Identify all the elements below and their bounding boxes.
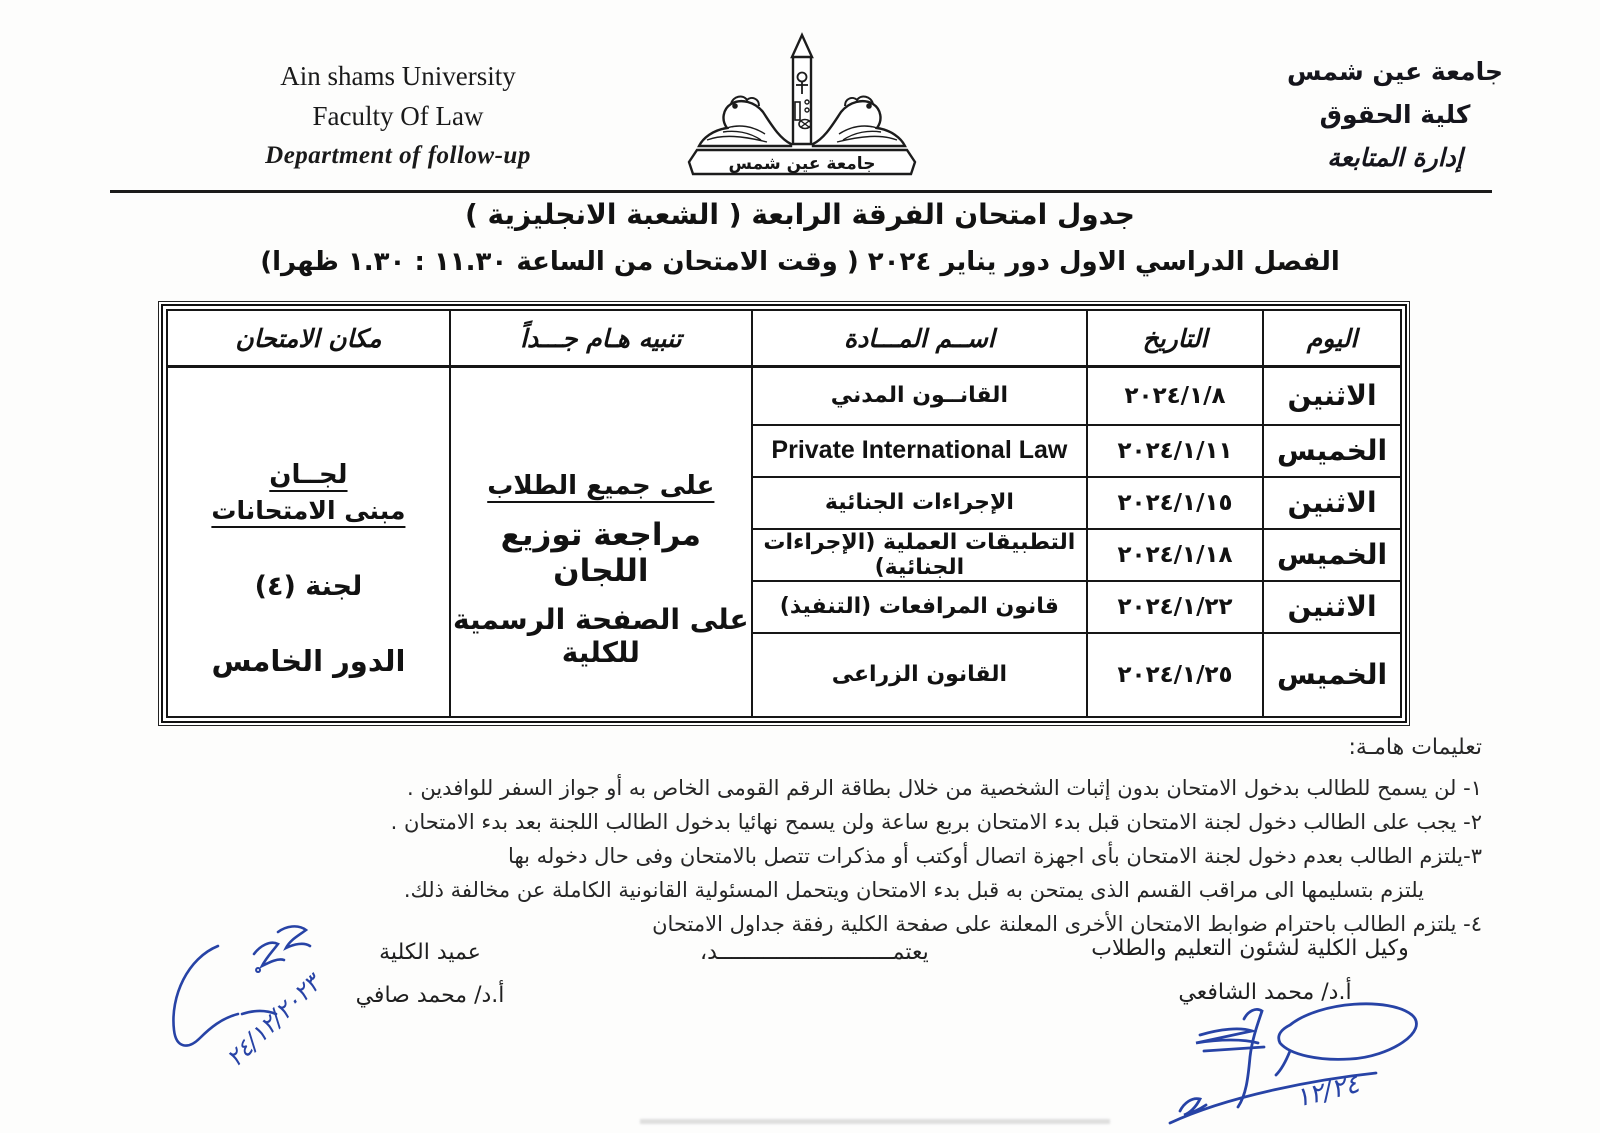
department-name-en: Department of follow-up — [265, 142, 531, 169]
vice-dean-handwritten-date: ١٢/٢٤ — [1292, 1069, 1363, 1114]
day-cell: الخميس — [1263, 529, 1401, 581]
header-divider — [110, 190, 1492, 193]
header-arabic-block — [1270, 50, 1520, 179]
notice-line-2: مراجعة توزيع اللجان — [500, 516, 701, 589]
dean-title: عميد الكلية — [379, 940, 481, 965]
header-english-block — [248, 56, 548, 176]
day-cell: الاثنين — [1263, 367, 1401, 425]
date-cell: ٢٠٢٤/١/٨ — [1087, 367, 1263, 425]
day-cell: الاثنين — [1263, 477, 1401, 529]
col-header-location: مكان الامتحان — [167, 310, 450, 367]
notice-line-3: على الصفحة الرسمية للكلية — [453, 602, 749, 669]
date-cell: ٢٠٢٤/١/١٨ — [1087, 529, 1263, 581]
table-row — [167, 367, 1401, 425]
table-header-row — [167, 310, 1401, 367]
department-name-ar: إدارة المتابعة — [1327, 143, 1463, 172]
subject-cell: Private International Law — [752, 425, 1087, 477]
obelisk-eagles-logo-icon — [683, 32, 921, 178]
subject-cell: القانون الزراعى — [752, 633, 1087, 717]
day-cell: الاثنين — [1263, 581, 1401, 633]
instruction-item-4: ٤- يلتزم الطالب باحترام ضوابط الامتحان الأخرى المعلنة على صفحة الكلية رفقة جداول الامتحان — [652, 912, 1482, 936]
day-cell: الخميس — [1263, 425, 1401, 477]
scan-artifact — [640, 1119, 1110, 1124]
dean-signature — [158, 918, 358, 1103]
subject-cell: القانــون المدني — [752, 367, 1087, 425]
notice-line-1: على جميع الطلاب — [487, 470, 715, 501]
schedule-subtitle: الفصل الدراسي الاول دور يناير ٢٠٢٤ ( وقت الامتحان من الساعة ١١.٣٠ : ١.٣٠ ظهرا) — [260, 247, 1340, 277]
instruction-item-2: ٢- يجب على الطالب دخول لجنة الامتحان قبل بدء الامتحان بربع ساعة ولن يسمح نهائيا بدخول الطالب اللجنة بعد بدء الامتحان . — [390, 810, 1482, 834]
logo-caption: جامعة عين شمس — [728, 154, 876, 174]
date-cell: ٢٠٢٤/١/١٥ — [1087, 477, 1263, 529]
exam-schedule-table — [161, 304, 1407, 723]
subject-cell: قانون المرافعات (التنفيذ) — [752, 581, 1087, 633]
date-cell: ٢٠٢٤/١/١١ — [1087, 425, 1263, 477]
university-name-en: Ain shams University — [280, 61, 516, 91]
vice-dean-name: أ.د/ محمد الشافعي — [1178, 980, 1352, 1005]
dean-handwritten-date: ٢٤/١٢/٢٠٢٣ — [220, 969, 326, 1073]
faculty-name-ar: كلية الحقوق — [1319, 100, 1471, 129]
subject-cell: الإجراءات الجنائية — [752, 477, 1087, 529]
vice-dean-signature — [1140, 995, 1440, 1129]
day-cell: الخميس — [1263, 633, 1401, 717]
location-line-3: لجنة (٤) — [254, 570, 363, 602]
subject-cell: التطبيقات العملية (الإجراءات الجنائية) — [752, 529, 1087, 581]
col-header-subject: اســم المـــادة — [752, 310, 1087, 367]
col-header-notice: تنبيه هـام جـــداً — [450, 310, 752, 367]
location-line-4: الدور الخامس — [211, 643, 406, 678]
instruction-item-3-continued: يلتزم بتسليمها الى مراقب القسم الذى يمتحن به قبل بدء الامتحان ويتحمل المسئولية القانونية الكاملة عن مخالفة ذلك. — [403, 878, 1424, 902]
important-instructions — [120, 731, 1482, 941]
instruction-item-3: ٣-يلتزم الطالب بعدم دخول لجنة الامتحان بأى اجهزة اتصال أوكتب أو مذكرات تتصل بالامتحان وفى حال دخوله بها — [508, 844, 1482, 868]
instructions-title: تعليمات هامـة: — [1348, 735, 1482, 760]
notice-cell — [450, 367, 752, 717]
instruction-item-1: ١- لن يسمح للطالب بدخول الامتحان بدون إثبات الشخصية من خلال بطاقة الرقم القومى الخاص به أو جواز السفر للوافدين . — [407, 776, 1482, 800]
col-header-day: اليوم — [1263, 310, 1401, 367]
location-line-2: مبنى الامتحانات — [211, 495, 406, 525]
vice-dean-title: وكيل الكلية لشئون التعليم والطلاب — [1091, 936, 1409, 961]
university-logo — [683, 32, 921, 178]
location-cell — [167, 367, 450, 717]
dean-signature-icon — [158, 918, 358, 1103]
university-name-ar: جامعة عين شمس — [1286, 57, 1504, 86]
date-cell: ٢٠٢٤/١/٢٢ — [1087, 581, 1263, 633]
schedule-title: جدول امتحان الفرقة الرابعة ( الشعبة الانجليزية ) — [465, 198, 1135, 231]
faculty-name-en: Faculty Of Law — [312, 101, 484, 131]
location-line-1: لجــان — [269, 459, 348, 490]
exam-table — [166, 309, 1402, 718]
col-header-date: التاريخ — [1087, 310, 1263, 367]
date-cell: ٢٠٢٤/١/٢٥ — [1087, 633, 1263, 717]
dean-name: أ.د/ محمد صافي — [355, 983, 505, 1008]
approval-word: يعتمـــــــــــــــــــــــــــد، — [700, 940, 929, 965]
vice-dean-signature-icon — [1140, 995, 1440, 1129]
